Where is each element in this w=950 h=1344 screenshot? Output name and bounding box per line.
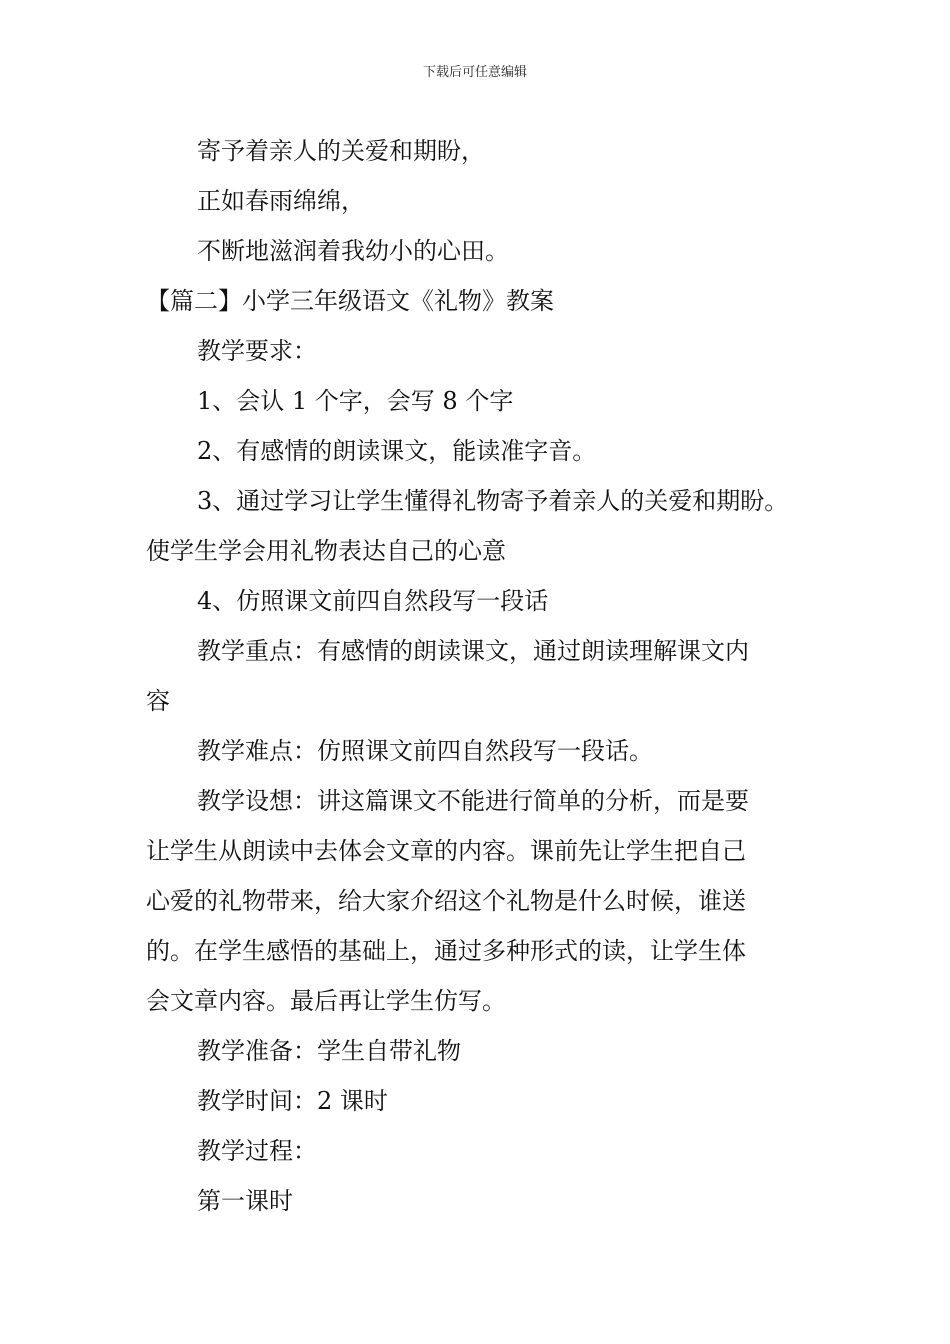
text-line: 正如春雨绵绵， <box>197 187 365 215</box>
text-line: 让学生从朗读中去体会文章的内容。课前先让学生把自己 <box>146 837 746 865</box>
text-line: 教学设想：讲这篇课文不能进行简单的分析，而是要 <box>197 787 749 815</box>
text-line: 教学准备：学生自带礼物 <box>197 1037 461 1065</box>
text-line: 会文章内容。最后再让学生仿写。 <box>146 987 506 1015</box>
text-line: 教学要求： <box>197 337 317 365</box>
text-line: 3、通过学习让学生懂得礼物寄予着亲人的关爱和期盼。 <box>197 487 789 515</box>
text-line: 容 <box>146 687 170 715</box>
text-line: 不断地滋润着我幼小的心田。 <box>197 237 509 265</box>
text-line: 4、仿照课文前四自然段写一段话 <box>197 587 549 615</box>
text-line: 1、会认 1 个字，会写 8 个字 <box>197 387 514 415</box>
text-line: 2、有感情的朗读课文，能读准字音。 <box>197 437 597 465</box>
text-line: 第一课时 <box>197 1187 293 1215</box>
text-line: 教学重点：有感情的朗读课文，通过朗读理解课文内 <box>197 637 749 665</box>
text-line: 教学时间：2 课时 <box>197 1087 388 1115</box>
text-line: 教学过程： <box>197 1137 317 1165</box>
text-line: 心爱的礼物带来，给大家介绍这个礼物是什么时候，谁送 <box>146 887 746 915</box>
document-body <box>146 126 836 1226</box>
text-line: 寄予着亲人的关爱和期盼， <box>197 137 485 165</box>
section-heading: 【篇二】小学三年级语文《礼物》教案 <box>146 287 554 315</box>
text-line: 使学生学会用礼物表达自己的心意 <box>146 537 506 565</box>
text-line: 的。在学生感悟的基础上，通过多种形式的读，让学生体 <box>146 937 746 965</box>
page-header: 下载后可任意编辑 <box>422 65 527 80</box>
text-line: 教学难点：仿照课文前四自然段写一段话。 <box>197 737 653 765</box>
